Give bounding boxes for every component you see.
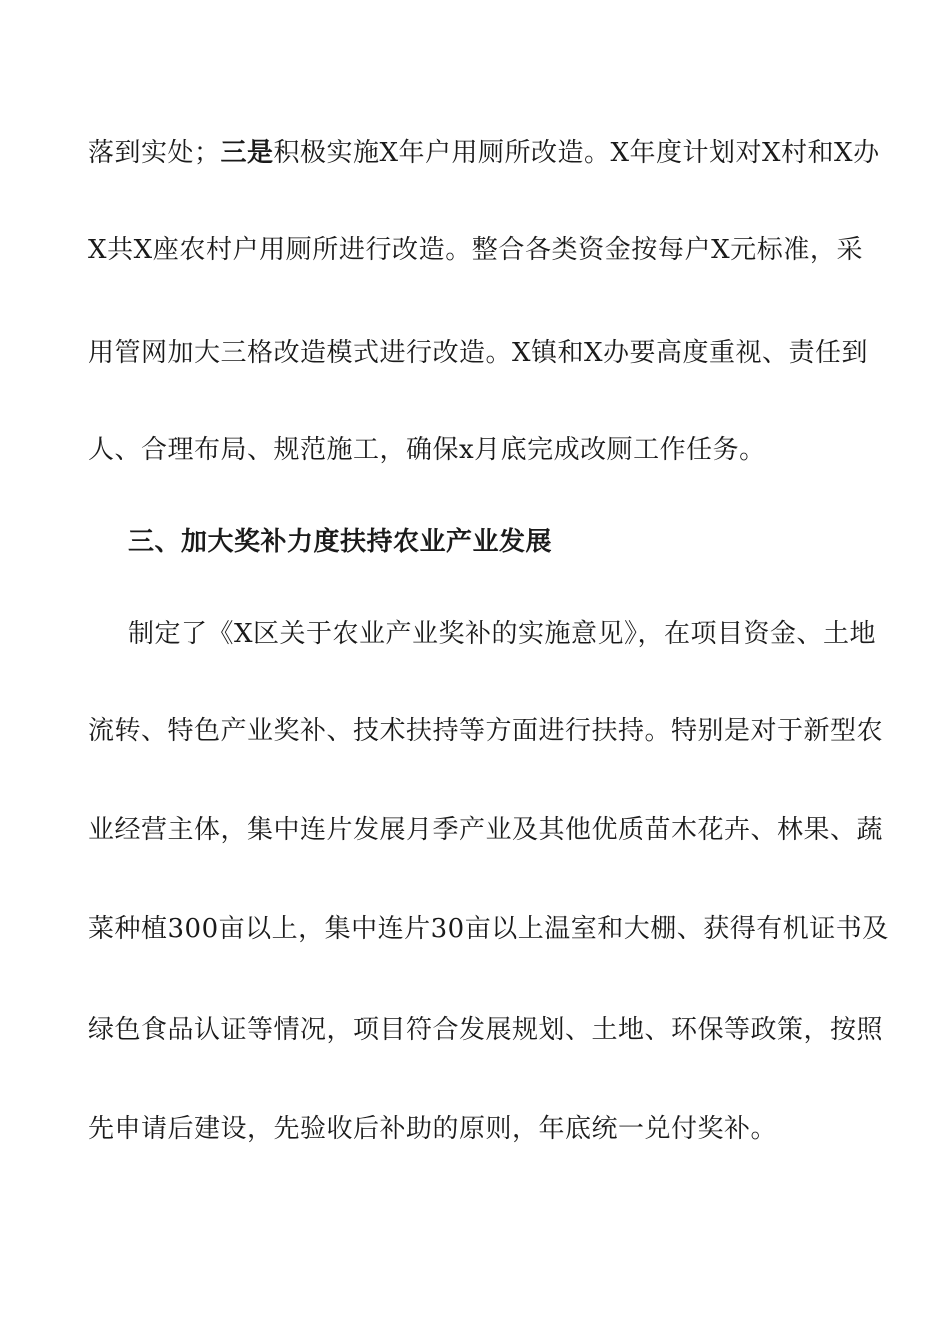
- paragraph-line: 流转、特色产业奖补、技术扶持等方面进行扶持。特别是对于新型农: [88, 716, 884, 746]
- paragraph-line: 制定了《X区关于农业产业奖补的实施意见》，在项目资金、土地: [128, 619, 877, 649]
- paragraph-line: 绿色食品认证等情况，项目符合发展规划、土地、环保等政策，按照: [88, 1015, 884, 1045]
- paragraph-line: 先申请后建设，先验收后补助的原则，年底统一兑付奖补。: [88, 1114, 778, 1144]
- section-heading: 三、加大奖补力度扶持农业产业发展: [128, 527, 553, 557]
- paragraph-line: 人、合理布局、规范施工，确保x月底完成改厕工作任务。: [88, 435, 766, 465]
- text-run: 积极实施X年户用厕所改造。X年度计划对X村和X办: [273, 138, 880, 168]
- paragraph-line: X共X座农村户用厕所进行改造。整合各类资金按每户X元标准，采: [88, 235, 863, 265]
- text-run: 落到实处；: [88, 138, 221, 168]
- paragraph-line: 菜种植300亩以上，集中连片30亩以上温室和大棚、获得有机证书及: [88, 914, 889, 944]
- paragraph-line: 业经营主体，集中连片发展月季产业及其他优质苗木花卉、林果、蔬: [88, 815, 884, 845]
- emphasis-text: 三是: [220, 138, 274, 168]
- paragraph-line: 用管网加大三格改造模式进行改造。X镇和X办要高度重视、责任到: [88, 338, 869, 368]
- paragraph-line: [88, 136, 880, 170]
